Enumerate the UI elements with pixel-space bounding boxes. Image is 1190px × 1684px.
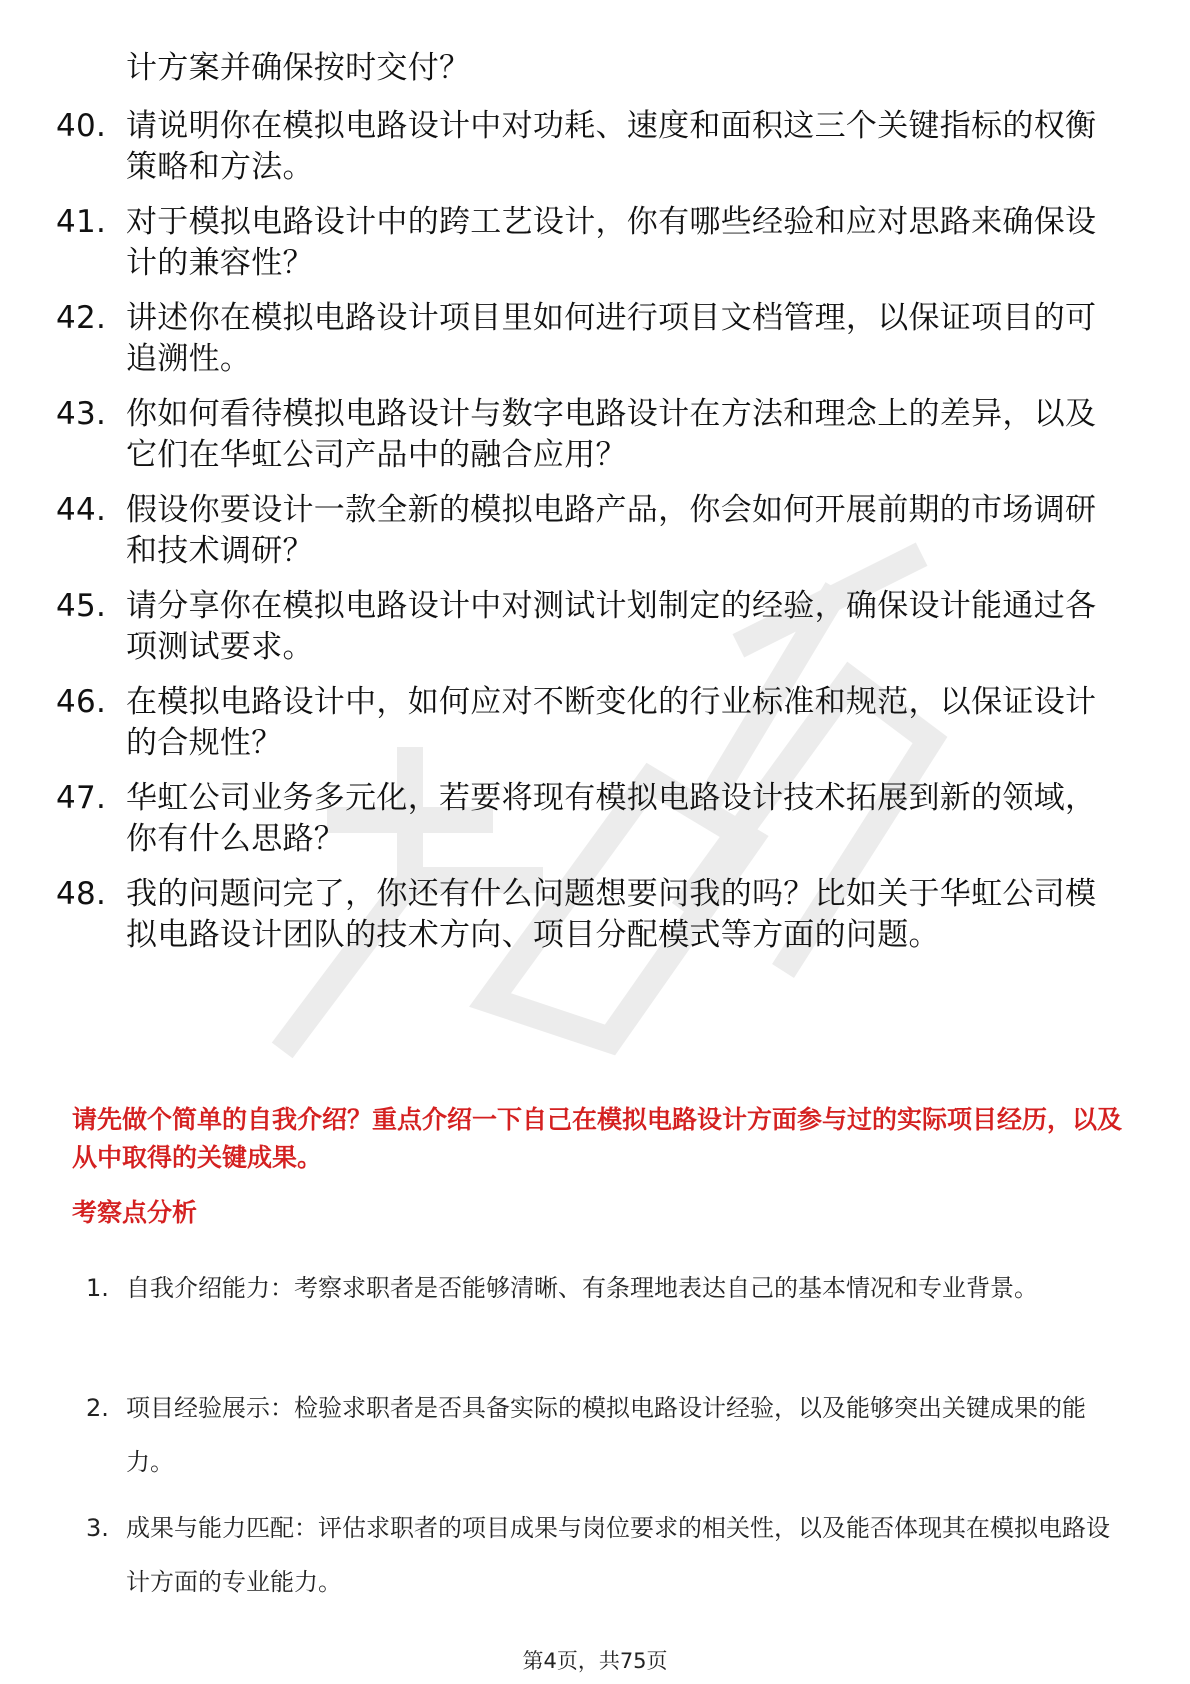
highlight-question: 请先做个简单的自我介绍？重点介绍一下自己在模拟电路设计方面参与过的实际项目经历，以及从中取得的关键成果。: [72, 1105, 1123, 1172]
question-text: 华虹公司业务多元化，若要将现有模拟电路设计技术拓展到新的领域，你有什么思路？: [126, 780, 1097, 857]
question-text: 你如何看待模拟电路设计与数字电路设计在方法和理念上的差异，以及它们在华虹公司产品中的融合应用？: [126, 396, 1097, 473]
question-number: 40.: [56, 108, 107, 144]
question-number: 44.: [56, 492, 107, 528]
analysis-text: 成果与能力匹配：评估求职者的项目成果与岗位要求的相关性，以及能否体现其在模拟电路设计方面的专业能力。: [126, 1514, 1110, 1596]
question-number: 46.: [56, 684, 107, 720]
analysis-number: 1.: [86, 1274, 109, 1302]
question-number: 47.: [56, 780, 107, 816]
question-text: 假设你要设计一款全新的模拟电路产品，你会如何开展前期的市场调研和技术调研？: [126, 492, 1097, 569]
question-number: 42.: [56, 300, 107, 336]
page-footer: 第4页，共75页: [522, 1649, 668, 1673]
analysis-text: 自我介绍能力：考察求职者是否能够清晰、有条理地表达自己的基本情况和专业背景。: [126, 1274, 1038, 1302]
analysis-title: 考察点分析: [72, 1198, 198, 1227]
question-number: 45.: [56, 588, 107, 624]
question-number: 43.: [56, 396, 107, 432]
analysis-number: 3.: [86, 1514, 109, 1542]
question-text: 对于模拟电路设计中的跨工艺设计，你有哪些经验和应对思路来确保设计的兼容性？: [126, 204, 1097, 281]
question-number: 41.: [56, 204, 107, 240]
question-text: 计方案并确保按时交付？: [126, 50, 471, 86]
question-text: 我的问题问完了，你还有什么问题想要问我的吗？比如关于华虹公司模拟电路设计团队的技术方向、项目分配模式等方面的问题。: [126, 876, 1097, 953]
question-text: 在模拟电路设计中，如何应对不断变化的行业标准和规范，以保证设计的合规性？: [126, 684, 1097, 761]
question-text: 请分享你在模拟电路设计中对测试计划制定的经验，确保设计能通过各项测试要求。: [126, 588, 1097, 665]
question-text: 讲述你在模拟电路设计项目里如何进行项目文档管理，以保证项目的可追溯性。: [126, 300, 1097, 377]
analysis-text: 项目经验展示：检验求职者是否具备实际的模拟电路设计经验，以及能够突出关键成果的能力。: [126, 1394, 1086, 1476]
question-number: 48.: [56, 876, 107, 912]
question-text: 请说明你在模拟电路设计中对功耗、速度和面积这三个关键指标的权衡策略和方法。: [126, 108, 1097, 185]
analysis-number: 2.: [86, 1394, 109, 1422]
